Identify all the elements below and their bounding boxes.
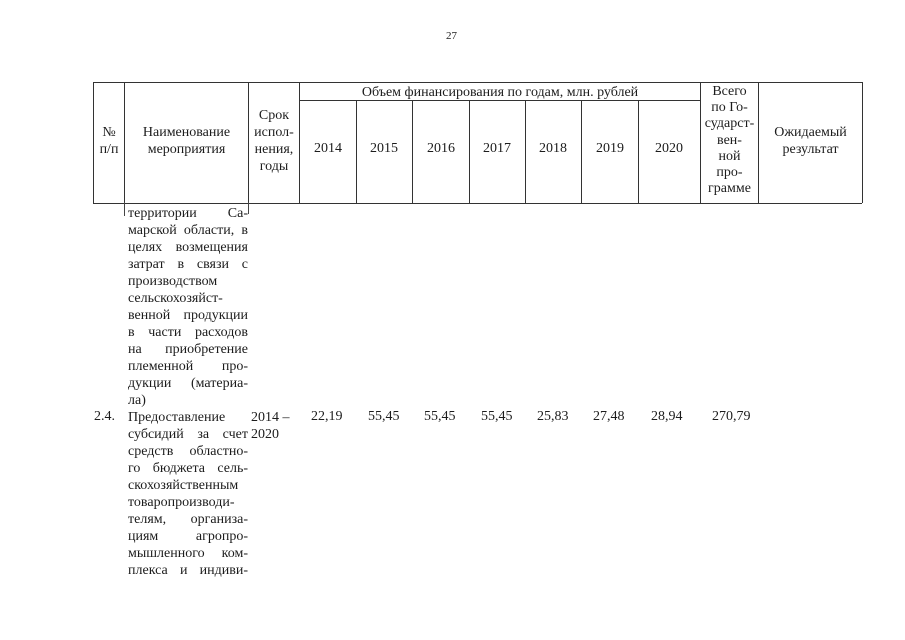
- header-border-right: [862, 82, 863, 203]
- header-year-2017: 2017: [483, 141, 511, 156]
- header-year-2018: 2018: [539, 141, 567, 156]
- header-year-2016: 2016: [427, 141, 455, 156]
- value-2016: 55,45: [424, 409, 456, 424]
- row-term-line2: 2020: [251, 427, 279, 442]
- header-col-result-line2: результат: [782, 142, 839, 157]
- header-col-total-line6: про-: [716, 165, 743, 181]
- continuation-line: затрат в связи с: [128, 257, 248, 272]
- continuation-text: [128, 205, 248, 409]
- row-name-line: скохозяйственным: [128, 478, 239, 493]
- continuation-line: венной продукции: [128, 308, 248, 323]
- header-col-term-line4: годы: [259, 159, 289, 174]
- continuation-line: ла): [128, 393, 146, 408]
- header-year-2020: 2020: [655, 141, 683, 156]
- header-col-total-line3: сударст-: [704, 116, 755, 132]
- row-name-line: Предоставление: [128, 410, 226, 425]
- row-name-line: средств областно-: [128, 444, 248, 459]
- header-col-number-line2: п/п: [99, 142, 119, 157]
- row-number: 2.4.: [94, 409, 115, 424]
- header-col-total-line1: Всего: [712, 84, 747, 99]
- header-col-funding: Объем финансирования по годам, млн. рублей: [361, 85, 639, 100]
- header-col-term: [249, 107, 299, 175]
- value-2014: 22,19: [311, 409, 343, 424]
- continuation-line: племенной про-: [128, 359, 248, 374]
- header-col-name-line2: мероприятия: [147, 142, 226, 157]
- row-name-line: го бюджета сель-: [128, 461, 248, 476]
- header-col-result: [759, 124, 862, 158]
- row-name: [128, 409, 248, 579]
- continuation-line: на приобретение: [128, 342, 248, 357]
- continuation-line: сельскохозяйст-: [128, 291, 223, 306]
- value-2018: 25,83: [537, 409, 569, 424]
- value-2017: 55,45: [481, 409, 513, 424]
- value-2020: 28,94: [651, 409, 683, 424]
- row-term-line1: 2014 –: [251, 410, 290, 425]
- header-year-2014: 2014: [314, 141, 342, 156]
- header-col-name-line1: Наименование: [142, 125, 231, 140]
- header-col-number-line1: №: [102, 125, 116, 140]
- column-stub-right: [248, 202, 249, 214]
- continuation-line: марской области, в: [128, 223, 248, 238]
- header-col-result-line1: Ожидаемый: [774, 125, 847, 140]
- header-divider-y6: [638, 100, 639, 203]
- value-2015: 55,45: [368, 409, 400, 424]
- value-total: 270,79: [712, 409, 751, 424]
- header-year-2019: 2019: [596, 141, 624, 156]
- continuation-line: в части расходов: [128, 325, 248, 340]
- row-name-line: телям, организа-: [128, 512, 248, 527]
- header-col-number: [94, 124, 124, 158]
- header-col-total: [701, 84, 758, 197]
- header-col-total-line7: грамме: [708, 181, 751, 197]
- row-name-line: мышленного ком-: [128, 546, 248, 561]
- header-col-term-line2: испол-: [254, 125, 294, 140]
- header-col-total-line2: по Го-: [711, 100, 748, 116]
- header-year-2015: 2015: [370, 141, 398, 156]
- row-name-line: плекса и индиви-: [128, 563, 248, 578]
- row-name-line: субсидий за счет: [128, 427, 248, 442]
- header-col-name: [125, 124, 248, 158]
- header-col-total-line5: ной: [718, 148, 741, 164]
- header-col-total-line4: вен-: [717, 132, 742, 148]
- value-2019: 27,48: [593, 409, 625, 424]
- header-col-term-line3: нения,: [254, 142, 294, 157]
- row-name-line: циям агропро-: [128, 529, 248, 544]
- continuation-line: дукции (материа-: [128, 376, 248, 391]
- header-col-term-line1: Срок: [258, 108, 290, 123]
- continuation-line: производством: [128, 274, 218, 289]
- continuation-line: территории Са-: [128, 206, 248, 221]
- column-stub-left: [124, 202, 125, 216]
- page-number: 27: [446, 30, 457, 42]
- row-name-line: товаропроизводи-: [128, 495, 235, 510]
- continuation-line: целях возмещения: [128, 240, 248, 255]
- row-term: [251, 409, 290, 443]
